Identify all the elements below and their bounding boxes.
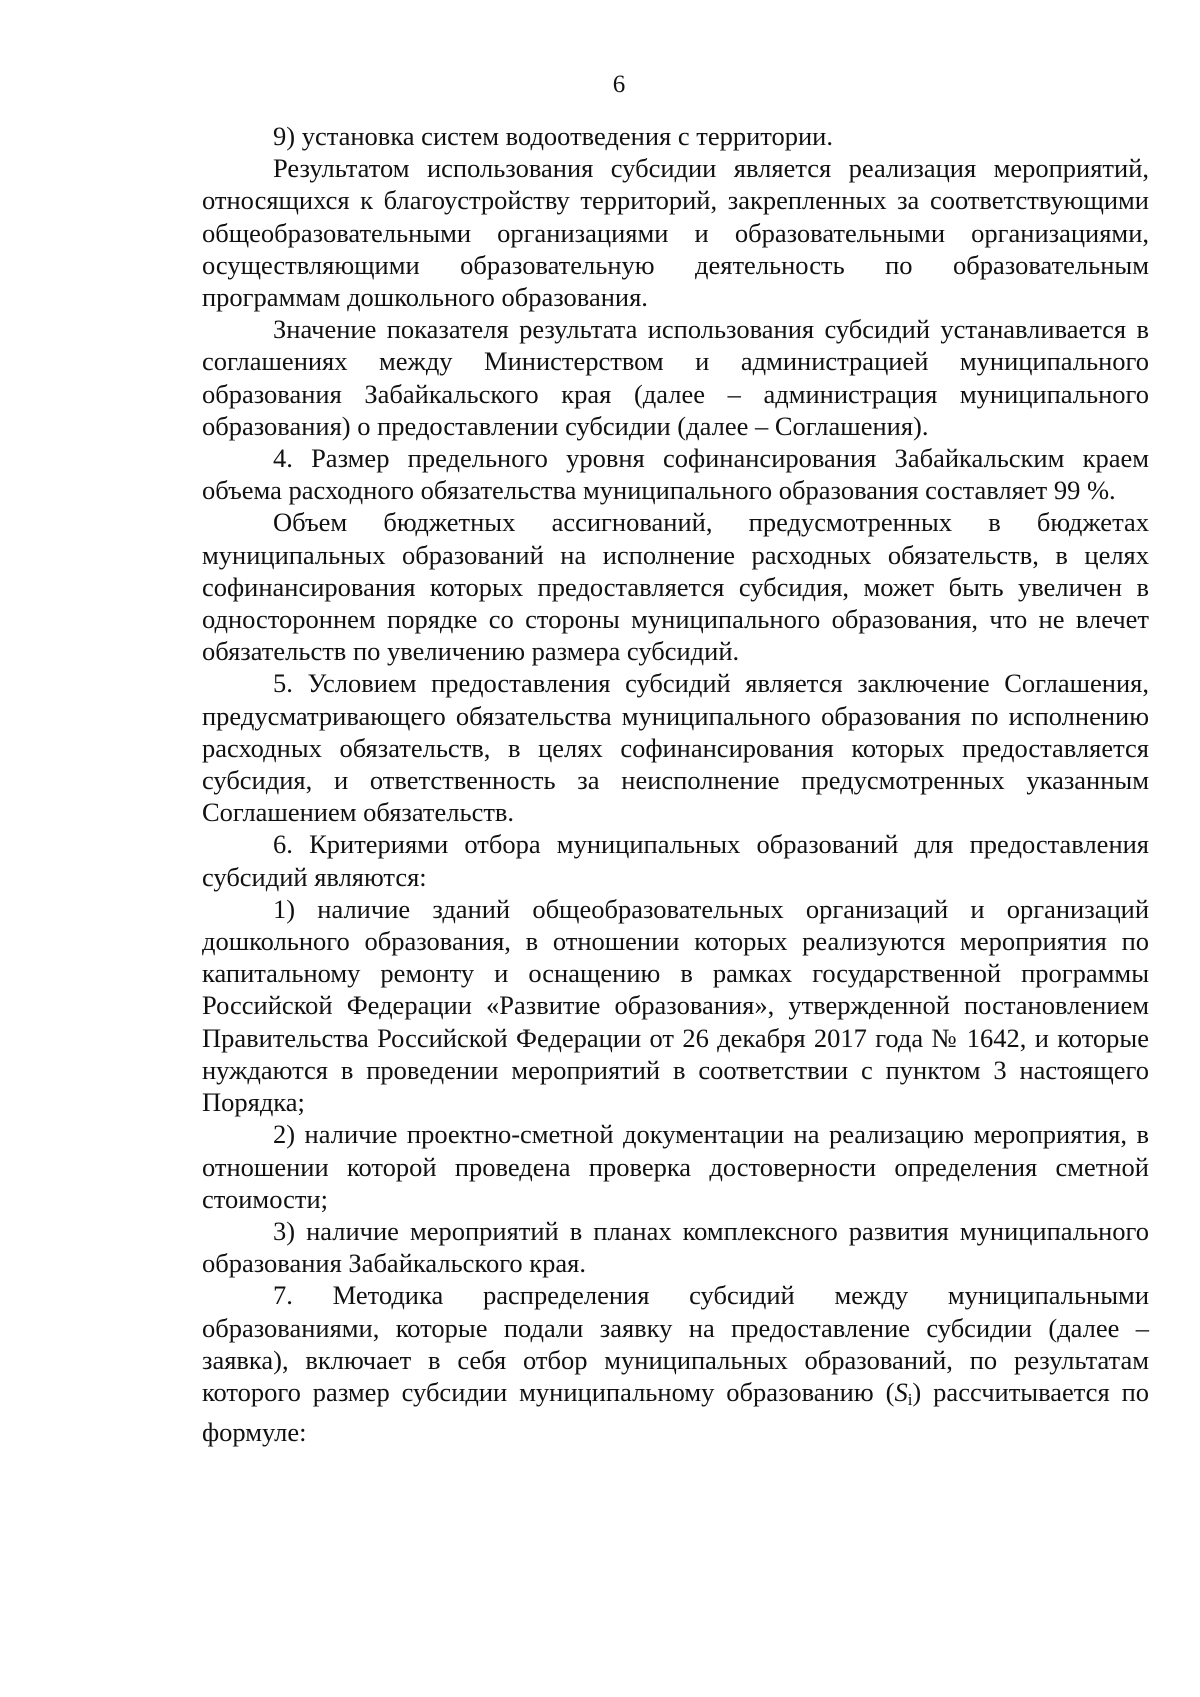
paragraph-criterion-3: 3) наличие мероприятий в планах комплексного развития муниципального образования Забайкальского края. [202,1215,1149,1279]
section-7-text-before: 7. Методика распределения субсидий между муниципальными образованиями, которые подали заявку на предоставление субсидии (далее – заявка), включает в себя отбор муниципальных образований, по результатам которого размер субсидии муниципальному образованию ( [202,1280,1149,1407]
formula-subscript-i: i [907,1389,913,1409]
paragraph-section-4: 4. Размер предельного уровня софинансирования Забайкальским краем объема расходного обязательства муниципального образования составляет 99 %. [202,443,1149,506]
paragraph-criterion-2: 2) наличие проектно-сметной документации на реализацию мероприятия, в отношении которой проведена проверка достоверности определения сметной стоимости; [202,1119,1149,1214]
paragraph-section-6: 6. Критериями отбора муниципальных образований для предоставления субсидий являются: [202,829,1149,892]
document-body [202,120,1149,1448]
paragraph-subsidy-result: Результатом использования субсидии является реализация мероприятий, относящихся к благоустройству территорий, закрепленных за соответствующими общеобразовательными организациями и образовательными организациями, осуществляющими образовательную деятельность по образовательным программам дошкольного образования. [202,153,1149,313]
page-number: 6 [612,71,626,98]
paragraph-section-7 [202,1279,1149,1448]
paragraph-section-5: 5. Условием предоставления субсидий является заключение Соглашения, предусматривающего обязательства муниципального образования по исполнению расходных обязательств, в целях софинансирования которых предоставляется субсидия, и ответственность за неисполнение предусмотренных указанным Соглашением обязательств. [202,668,1149,828]
formula-variable-s: Si [894,1376,913,1409]
section-7-text-after: ) рассчитывается по формуле: [202,1376,1149,1448]
paragraph-budget-volume: Объем бюджетных ассигнований, предусмотренных в бюджетах муниципальных образований на исполнение расходных обязательств, в целях софинансирования которых предоставляется субсидия, может быть увеличен в одностороннем порядке со стороны муниципального образования, что не влечет обязательств по увеличению размера субсидий. [202,507,1149,667]
paragraph-item-9: 9) установка систем водоотведения с территории. [273,121,833,151]
paragraph-indicator-value: Значение показателя результата использования субсидий устанавливается в соглашениях между Министерством и администрацией муниципального образования Забайкальского края (далее – администрация муниципального образования) о предоставлении субсидии (далее – Соглашения). [202,314,1149,441]
paragraph-criterion-1: 1) наличие зданий общеобразовательных организаций и организаций дошкольного образования, в отношении которых реализуются мероприятия по капитальному ремонту и оснащению в рамках государственной программы Российской Федерации «Развитие образования», утвержденной постановлением Правительства Российской Федерации от 26 декабря 2017 года № 1642, и которые нуждаются в проведении мероприятий в соответствии с пунктом 3 настоящего Порядка; [202,893,1149,1118]
